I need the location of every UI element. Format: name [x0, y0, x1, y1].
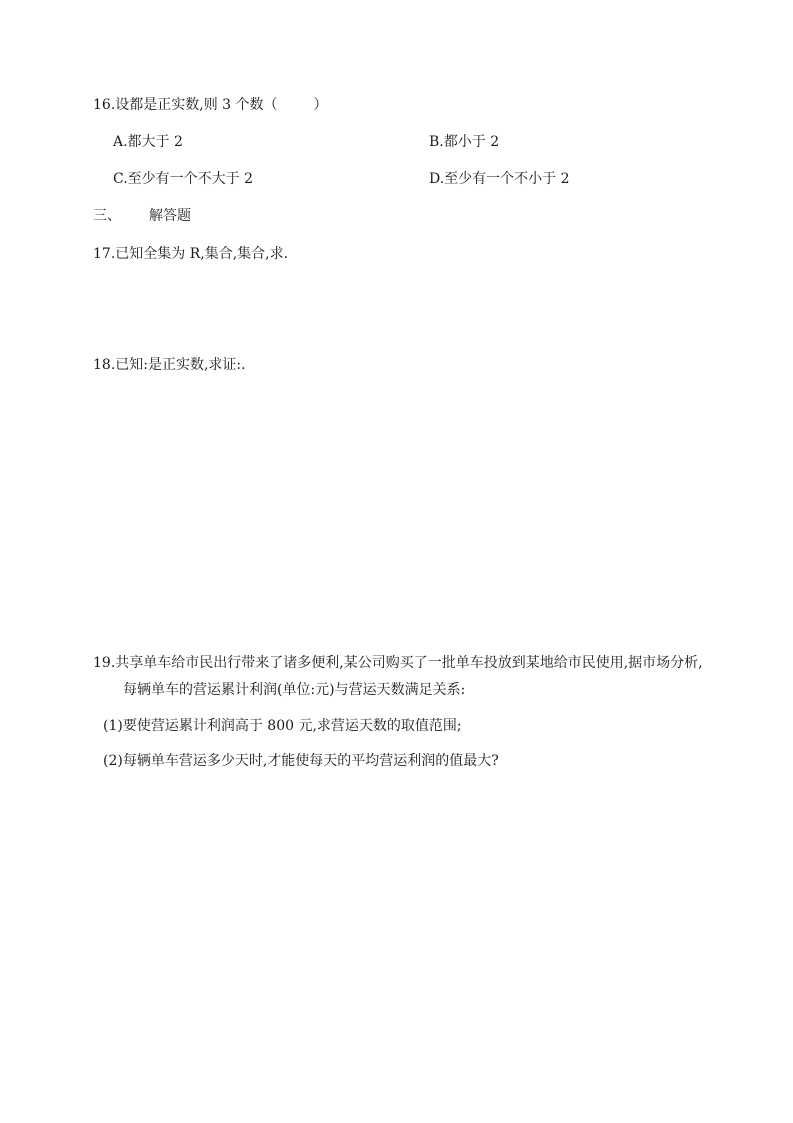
option-d: D.至少有一个不小于 2: [429, 171, 570, 187]
question-19-part-1: (1)要使营运累计利润高于 800 元,求营运天数的取值范围;: [103, 718, 462, 734]
section-title: 解答题: [149, 208, 191, 224]
question-17: 17.已知全集为 R,集合,集合,求.: [93, 246, 289, 262]
option-c: C.至少有一个不大于 2: [113, 171, 254, 187]
question-16-close-paren: ）: [313, 97, 328, 113]
question-16-stem: [93, 96, 328, 114]
question-19-line-2: 每辆单车的营运累计利润(单位:元)与营运天数满足关系:: [123, 682, 466, 698]
section-heading: [93, 207, 191, 225]
option-a: A.都大于 2: [113, 134, 183, 150]
question-18: 18.已知:是正实数,求证:.: [93, 357, 246, 373]
question-19-line-1: 19.共享单车给市民出行带来了诸多便利,某公司购买了一批单车投放到某地给市民使用,据市场分析,: [93, 655, 703, 671]
question-16-stem-text: 16.设都是正实数,则 3 个数（: [93, 97, 278, 113]
option-b: B.都小于 2: [429, 134, 500, 150]
section-number: 三、: [93, 208, 121, 224]
question-19-part-2: (2)每辆单车营运多少天时,才能使每天的平均营运利润的值最大?: [103, 753, 499, 769]
